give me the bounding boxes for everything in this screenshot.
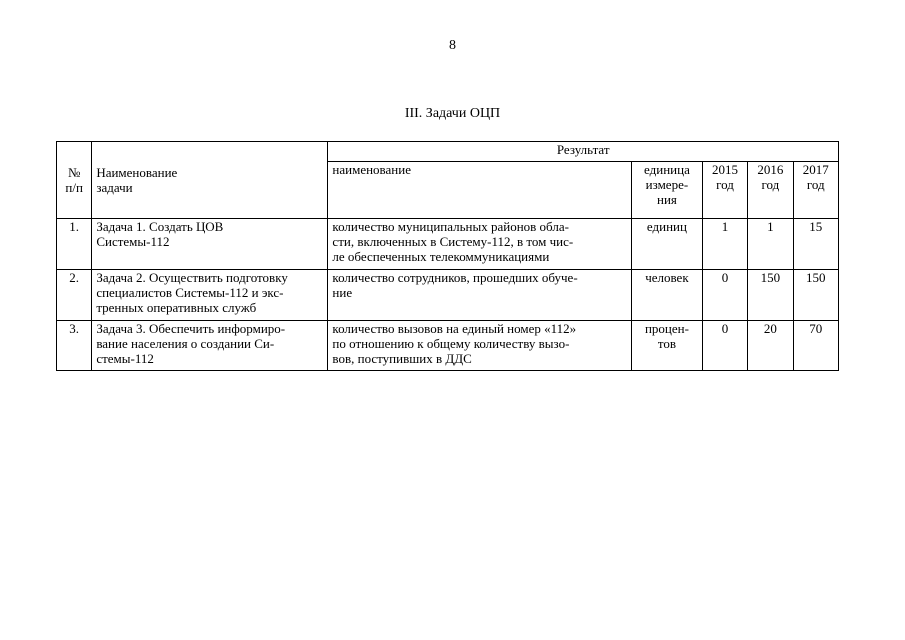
table-row (57, 219, 839, 270)
header-year-2016: 2016 год (748, 162, 793, 219)
header-indicator-name: наименование (328, 162, 632, 219)
table-row (57, 270, 839, 321)
row-indicator: количество муниципальных районов обла- сти, включенных в Систему-112, в том чис- ле обеспеченных телекоммуникациями (328, 219, 632, 270)
header-year-2015: 2015 год (702, 162, 747, 219)
header-task-name: Наименование задачи (92, 142, 328, 219)
page-number: 8 (449, 38, 456, 53)
row-num: 3. (57, 321, 92, 371)
row-unit: человек (632, 270, 703, 321)
row-num: 2. (57, 270, 92, 321)
row-task: Задача 1. Создать ЦОВ Системы-112 (92, 219, 328, 270)
row-unit: единиц (632, 219, 703, 270)
table-row (57, 321, 839, 371)
row-value-2015: 0 (702, 270, 747, 321)
row-value-2015: 1 (702, 219, 747, 270)
tasks-table (56, 141, 839, 371)
header-result: Результат (328, 142, 839, 162)
header-num: № п/п (57, 142, 92, 219)
row-value-2017: 150 (793, 270, 838, 321)
row-value-2015: 0 (702, 321, 747, 371)
section-title: III. Задачи ОЦП (404, 106, 501, 121)
row-indicator: количество сотрудников, прошедших обуче- ние (328, 270, 632, 321)
row-task: Задача 3. Обеспечить информиро- вание населения о создании Си- стемы-112 (92, 321, 328, 371)
row-value-2016: 150 (748, 270, 793, 321)
row-value-2017: 15 (793, 219, 838, 270)
row-value-2016: 1 (748, 219, 793, 270)
header-year-2017: 2017 год (793, 162, 838, 219)
row-unit: процен- тов (632, 321, 703, 371)
row-value-2017: 70 (793, 321, 838, 371)
row-indicator: количество вызовов на единый номер «112» по отношению к общему количеству вызо- вов, поступивших в ДДС (328, 321, 632, 371)
table-header-row (57, 142, 839, 162)
row-task: Задача 2. Осуществить подготовку специалистов Системы-112 и экс- тренных оперативных служб (92, 270, 328, 321)
row-num: 1. (57, 219, 92, 270)
header-unit: единица измере- ния (632, 162, 703, 219)
row-value-2016: 20 (748, 321, 793, 371)
